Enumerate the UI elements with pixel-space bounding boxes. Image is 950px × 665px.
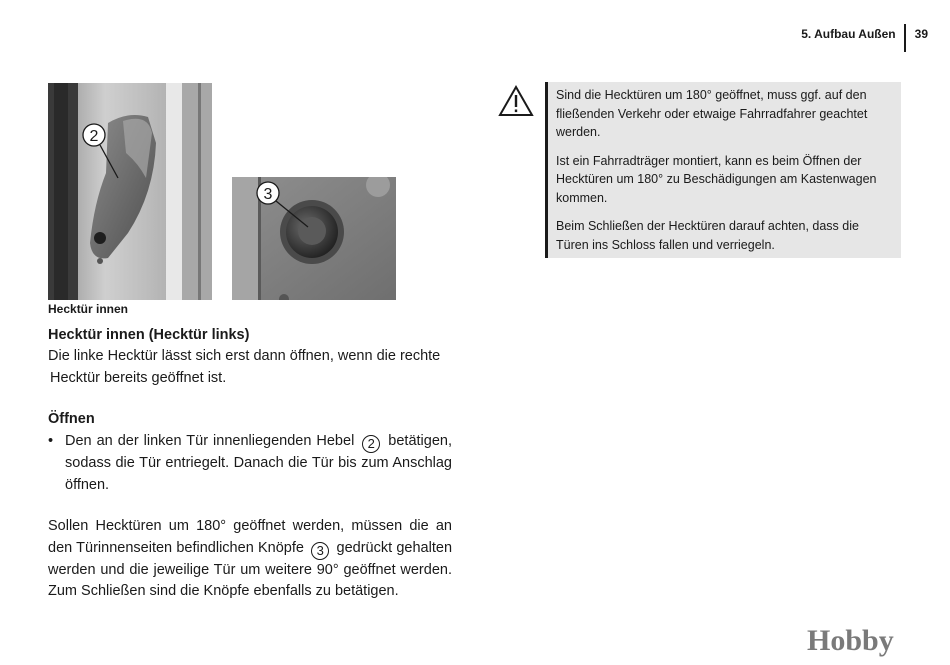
warning-paragraph: Ist ein Fahrradträger montiert, kann es beim Öffnen der Hecktüren um 180° zu Beschädigungen am Kastenwagen kommen. [556,153,877,205]
page-number: 39 [914,27,928,41]
bullet-icon: • [48,433,54,449]
hobby-logo [807,620,902,660]
warning-paragraph: Beim Schließen der Hecktüren darauf achten, dass die Türen ins Schloss fallen und verriegeln. [556,219,859,252]
reference-marker-2: 2 [362,435,380,453]
paragraph-line: Die linke Hecktür lässt sich erst dann öffnen, wenn die rechte [48,348,441,364]
photo-door-button [232,177,396,300]
paragraph-180-opening: Sollen Hecktüren um 180° geöffnet werden, müssen die an den Türinnenseiten befindlichen Knöpfe 3 gedrückt gehalten werden und die jeweilige Tür um weitere 90° geöffnet werden. Zum Schließen sind die Knöpfe ebenfalls zu betätigen. [48,518,453,599]
section-heading-rear-door: Hecktür innen (Hecktür links) [48,327,250,343]
paragraph-rear-door [48,346,452,389]
photo-door-lever [48,83,212,300]
header-divider [904,24,906,52]
bullet-text: Den an der linken Tür innenliegenden Hebel 2 betätigen, sodass die Tür entriegelt. Danach die Tür bis zum Anschlag öffnen. [65,433,452,493]
section-heading-open: Öffnen [48,411,95,427]
warning-triangle-icon [498,85,534,117]
figure-caption: Hecktür innen [48,302,129,316]
reference-marker-3: 3 [311,542,329,560]
warning-box [545,82,901,258]
section-title: 5. Aufbau Außen [801,27,896,41]
svg-text:Hobby: Hobby [807,624,894,657]
callout-3: 3 [263,186,273,203]
callout-2: 2 [89,128,99,145]
paragraph-line: Hecktür bereits geöffnet ist. [50,369,227,386]
page-header [801,24,928,52]
list-item [48,431,452,496]
warning-paragraph: Sind die Hecktüren um 180° geöffnet, muss ggf. auf den fließenden Verkehr oder etwaige Fahrradfahrer geachtet werden. [556,88,868,139]
